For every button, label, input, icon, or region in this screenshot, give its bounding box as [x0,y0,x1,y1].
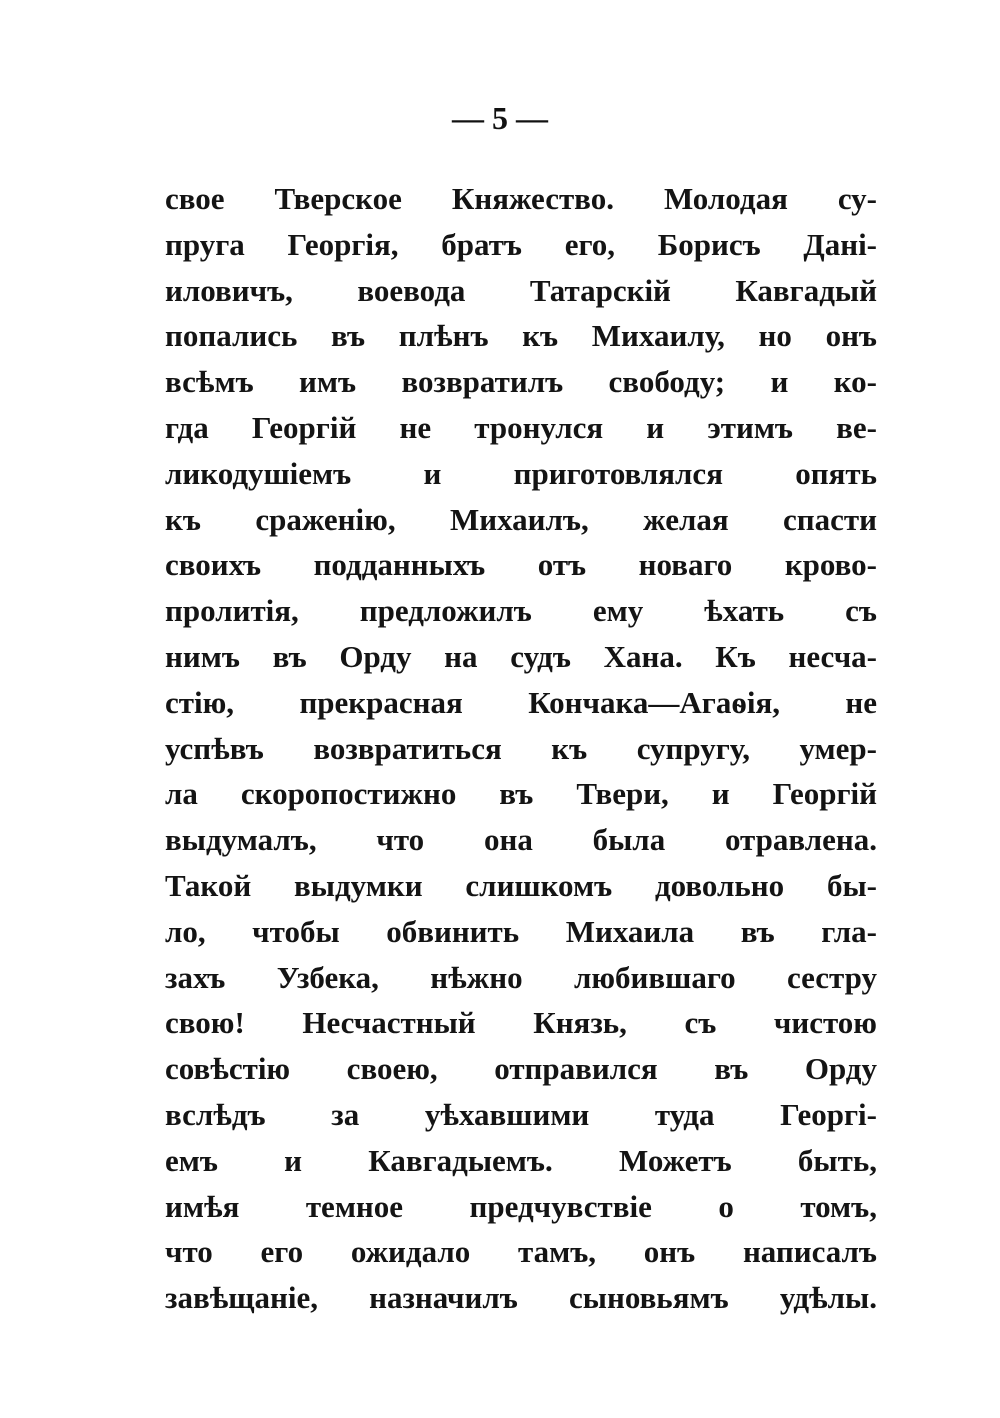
body-text [165,176,877,1321]
text-line: своихъ подданныхъ отъ новаго крово- [165,547,877,583]
text-line: попались въ плѣнъ къ Михаилу, но онъ [165,318,877,354]
text-line: успѣвъ возвратиться къ супругу, умер- [165,730,877,766]
text-line: свою! Несчастный Князь, съ чистою [165,1005,877,1041]
text-line: захъ Узбека, нѣжно любившаго сестру [165,959,877,995]
page-number: — 5 — [452,100,548,136]
text-line: пролитія, предложилъ ему ѣхать съ [165,593,877,629]
text-line: ликодушіемъ и приготовлялся опять [165,455,877,491]
text-line: свое Тверское Княжество. Молодая су- [165,181,877,216]
text-line: завѣщаніе, назначилъ сыновьямъ удѣлы. [165,1280,877,1316]
text-line: вслѣдъ за уѣхавшими туда Георгі- [165,1096,877,1132]
text-line: гда Георгій не тронулся и этимъ ве- [165,409,877,445]
text-line: ло, чтобы обвинить Михаила въ гла- [165,913,877,949]
text-line: ла скоропостижно въ Твери, и Георгій [165,776,877,812]
text-line: выдумалъ, что она была отравлена. [165,822,877,858]
text-line: къ сраженію, Михаилъ, желая спасти [165,501,877,537]
text-line: всѣмъ имъ возвратилъ свободу; и ко- [165,364,877,400]
text-line: нимъ въ Орду на судъ Хана. Къ несча- [165,638,877,674]
text-line: пруга Георгія, братъ его, Борисъ Дані- [165,226,877,262]
text-line: совѣстію своею, отправился въ Орду [165,1051,877,1087]
text-line: стію, прекрасная Кончака—Агаѳія, не [165,684,877,720]
text-line: что его ожидало тамъ, онъ написалъ [165,1234,877,1270]
text-line: емъ и Кавгадыемъ. Можетъ быть, [165,1142,877,1178]
text-line: Такой выдумки слишкомъ довольно бы- [165,867,877,903]
text-line: иловичъ, воевода Татарскій Кавгадый [165,272,877,308]
text-line: имѣя темное предчувствіе о томъ, [165,1188,877,1224]
